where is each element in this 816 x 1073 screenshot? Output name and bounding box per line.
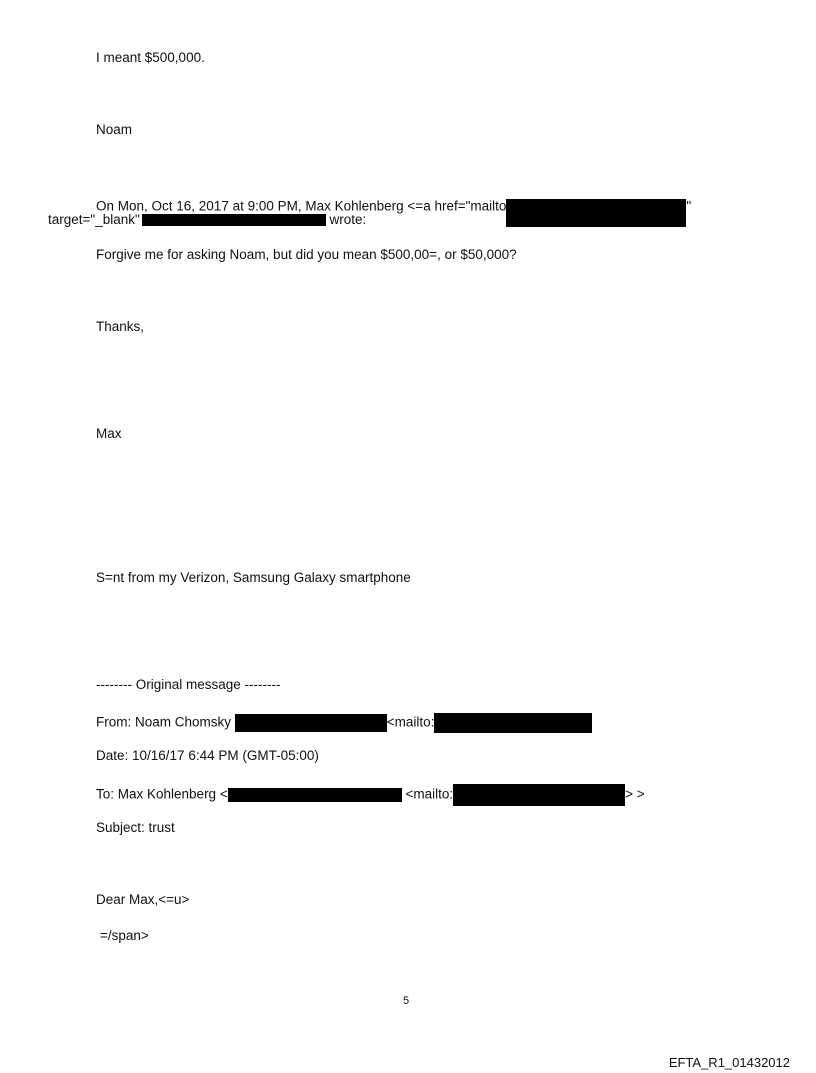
quote-header-prefix: On Mon, Oct 16, 2017 at 9:00 PM, Max Kohlenberg <=a href="mailto [96,198,507,214]
quote-header-quote-mark: " [686,198,692,214]
sender-name: Max [96,426,122,441]
document-id: EFTA_R1_01432012 [668,1055,790,1070]
to-end: > > [625,786,645,802]
quote-header-suffix: wrote: [329,212,367,227]
original-message-divider: -------- Original message -------- [96,677,281,692]
quote-header-continuation [48,212,366,228]
reply-line: I meant $500,000. [96,50,205,65]
to-label: To: Max Kohlenberg < [96,786,228,802]
subject-line: Subject: trust [96,820,175,835]
date-line: Date: 10/16/17 6:44 PM (GMT-05:00) [96,748,319,763]
redaction-block [434,713,592,733]
page-number: 5 [403,995,410,1007]
redaction-block [228,788,402,802]
to-mailto: <mailto: [405,786,454,802]
redaction-block [506,199,686,227]
span-artifact-line: =/span> [100,928,149,943]
redaction-block [235,714,387,732]
redaction-block [453,784,625,806]
quoted-question: Forgive me for asking Noam, but did you mean $500,00=, or $50,000? [96,247,517,262]
greeting-line: Dear Max,<=u> [96,892,190,907]
redaction-block [142,214,326,226]
quote-header-target: target="_blank" [48,212,140,227]
reply-signature: Noam [96,122,133,137]
from-label: From: Noam Chomsky [96,714,232,730]
device-signature: S=nt from my Verizon, Samsung Galaxy smartphone [96,570,411,585]
from-mailto: <mailto: [386,714,435,730]
thanks-line: Thanks, [96,319,145,334]
from-line [96,713,592,733]
to-line [96,784,645,806]
